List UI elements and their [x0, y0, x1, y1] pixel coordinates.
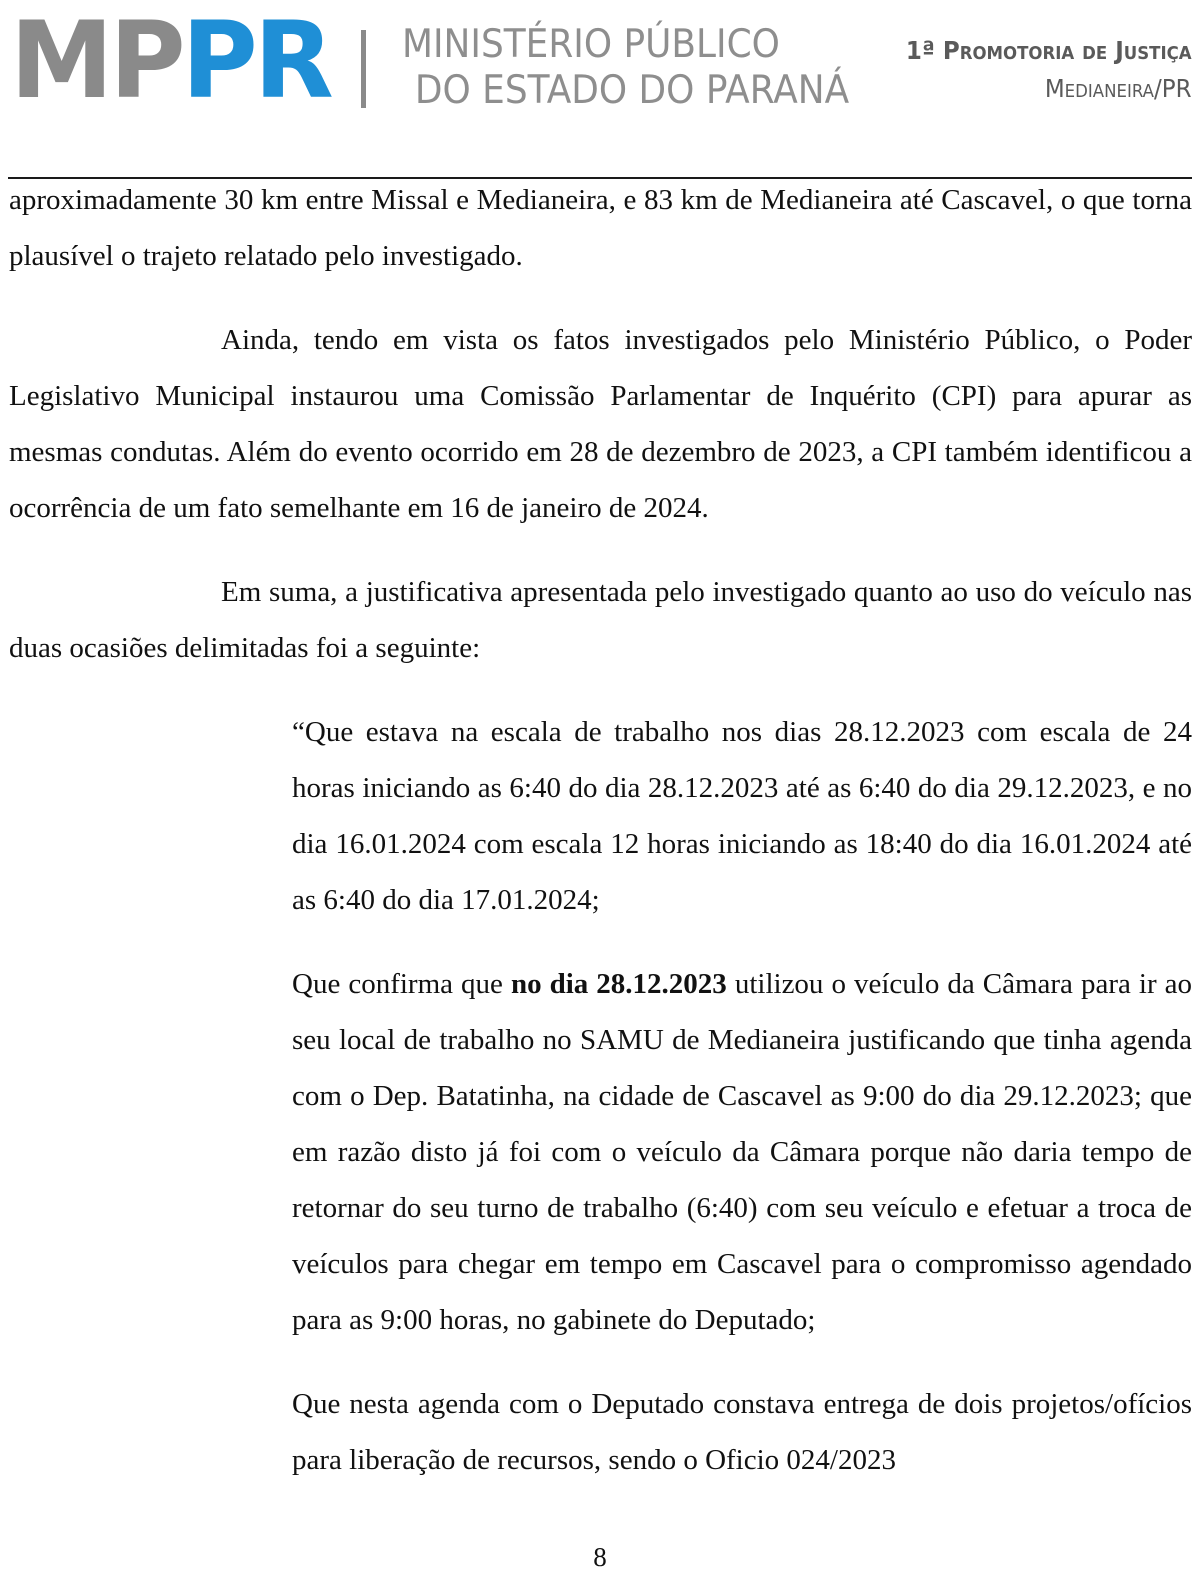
page-number: 8: [593, 1542, 607, 1572]
quote-bold-date: no dia 28.12.2023: [510, 968, 727, 1000]
quote-text-before: Que confirma que: [292, 968, 511, 1000]
logo-pr-text: PR: [181, 0, 330, 122]
paragraph-cpi: Ainda, tendo em vista os fatos investigados pelo Ministério Público, o Poder Legislativo Municipal instaurou uma Comissão Parlamentar de Inquérito (CPI) para apurar as mesmas condutas. Além do evento ocorrido em 28 de dezembro de 2023, a CPI também identificou a ocorrência de um fato semelhante em 16 de janeiro de 2024.: [9, 324, 1192, 524]
paragraph-summary: Em suma, a justificativa apresentada pelo investigado quanto ao uso do veículo nas duas ocasiões delimitadas foi a seguinte:: [9, 576, 1192, 664]
quote-paragraph-confirmation: [292, 956, 1192, 1348]
paragraph-continuation: aproximadamente 30 km entre Missal e Medianeira, e 83 km de Medianeira até Cascavel, o que torna plausível o trajeto relatado pelo investigado.: [9, 184, 1192, 272]
ministerio-line-2: DO ESTADO DO PARANÁ: [414, 68, 850, 113]
document-body: [9, 172, 1192, 1488]
mppr-logo: [10, 0, 330, 122]
promotoria-title: 1ª Promotoria de Justiça: [906, 36, 1192, 65]
quote-paragraph-agenda: Que nesta agenda com o Deputado constava entrega de dois projetos/ofícios para liberação de recursos, sendo o Oficio 024/2023: [292, 1388, 1192, 1476]
logo-mp-text: MP: [10, 0, 182, 122]
quote-text-after: utilizou o veículo da Câmara para ir ao seu local de trabalho no SAMU de Medianeira justificando que tinha agenda com o Dep. Batatinha, na cidade de Cascavel as 9:00 do dia 29.12.2023; que em razão disto já foi com o veículo da Câmara porque não daria tempo de retornar do seu turno de trabalho (6:40) com seu veículo e efetuar a troca de veículos para chegar em tempo em Cascavel para o compromisso agendado para as 9:00 horas, no gabinete do Deputado;: [292, 968, 1192, 1336]
promotoria-heading: [881, 32, 1192, 108]
quote-paragraph-schedule: “Que estava na escala de trabalho nos dias 28.12.2023 com escala de 24 horas iniciando as 6:40 do dia 28.12.2023 até as 6:40 do dia 29.12.2023, e no dia 16.01.2024 com escala 12 horas iniciando as 18:40 do dia 16.01.2024 até as 6:40 do dia 17.01.2024;: [292, 716, 1192, 916]
ministerio-line-1: MINISTÉRIO PÚBLICO: [402, 22, 780, 67]
promotoria-location: Medianeira/PR: [1045, 74, 1192, 103]
page-header: [0, 0, 1200, 175]
ministerio-publico-name: [402, 22, 849, 114]
logo-divider: [361, 30, 366, 108]
